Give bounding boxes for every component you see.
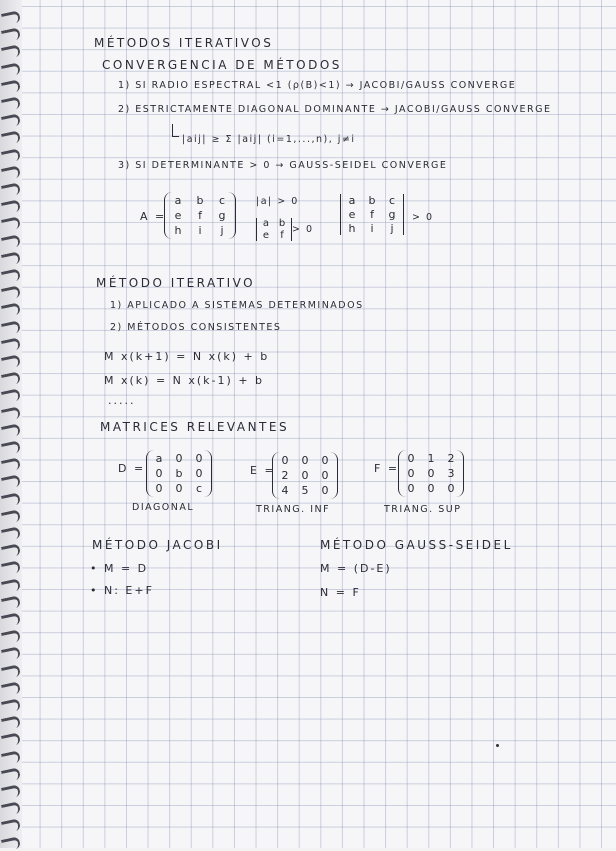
determinant-3-suffix: > 0 xyxy=(412,212,434,223)
convergence-item-2: 2) ESTRICTAMENTE DIAGONAL DOMINANTE → JACOBI/GAUSS CONVERGE xyxy=(118,104,552,115)
matrix-d xyxy=(146,450,212,497)
matrix-e-caption: TRIANG. INF xyxy=(256,504,331,515)
jacobi-n: • N: E+F xyxy=(90,584,154,597)
matrix-a-label: A = xyxy=(140,210,167,223)
spiral-ring xyxy=(1,389,21,404)
matrix-d-cell: 0 xyxy=(175,482,183,495)
spiral-ring xyxy=(1,457,21,472)
matrix-a-cell: c xyxy=(218,194,226,207)
matrix-a-cell: j xyxy=(220,224,224,237)
matrix-a-cell: a xyxy=(174,194,182,207)
spiral-ring xyxy=(1,234,21,249)
jacobi-title: MÉTODO JACOBI xyxy=(92,538,223,552)
matrix-d-cell: a xyxy=(155,452,163,465)
matrix-d-label: D = xyxy=(118,462,146,475)
matrix-f-cell: 3 xyxy=(447,467,455,480)
determinant-3-cell: f xyxy=(370,208,374,221)
matrix-e-cell: 0 xyxy=(281,454,289,467)
gauss-seidel-n: N = F xyxy=(320,586,361,599)
matrix-a-cell: h xyxy=(174,224,182,237)
spiral-ring xyxy=(1,681,21,696)
determinant-2-suffix: > 0 xyxy=(292,224,314,235)
spiral-binding xyxy=(0,0,22,848)
matrix-a-cell: b xyxy=(196,194,204,207)
convergence-item-1: 1) SI RADIO ESPECTRAL <1 (ρ(B)<1) → JACOBI/GAUSS CONVERGE xyxy=(118,80,517,91)
determinant-3-cell: c xyxy=(388,194,396,207)
diagonal-dominance-formula: |aij| ≥ Σ |aij| (i=1,...,n), j≠i xyxy=(182,134,356,145)
spiral-ring xyxy=(1,423,21,438)
determinant-3-cell: b xyxy=(368,194,376,207)
matrix-e-cell: 2 xyxy=(281,469,289,482)
spiral-ring xyxy=(1,217,21,232)
spiral-ring xyxy=(1,268,21,283)
spiral-ring xyxy=(1,492,21,507)
determinant-3-cell: g xyxy=(388,208,396,221)
spiral-ring xyxy=(1,371,21,386)
spiral-ring xyxy=(1,526,21,541)
matrix-f xyxy=(398,450,464,497)
matrix-e-cell: 4 xyxy=(281,484,289,497)
matrix-f-cell: 1 xyxy=(427,452,435,465)
determinant-3-cell: h xyxy=(348,222,356,235)
matrix-f-caption: TRIANG. SUP xyxy=(384,504,462,515)
determinant-1: |a| > 0 xyxy=(256,196,299,207)
spiral-ring xyxy=(1,131,21,146)
ink-dot xyxy=(496,744,499,747)
spiral-ring xyxy=(1,337,21,352)
spiral-ring xyxy=(1,819,21,834)
spiral-ring xyxy=(1,733,21,748)
determinant-3-cell: a xyxy=(348,194,356,207)
spiral-ring xyxy=(1,285,21,300)
spiral-ring xyxy=(1,801,21,816)
matrix-d-cell: b xyxy=(175,467,183,480)
spiral-ring xyxy=(1,595,21,610)
section-matrices-title: MATRICES RELEVANTES xyxy=(100,420,290,434)
matrix-e-label: E = xyxy=(250,464,276,477)
spiral-ring xyxy=(1,767,21,782)
matrix-d-cell: 0 xyxy=(175,452,183,465)
iterative-item-2: 2) MÉTODOS CONSISTENTES xyxy=(110,322,282,333)
matrix-d-cell: c xyxy=(195,482,203,495)
matrix-e-cell: 0 xyxy=(321,484,329,497)
matrix-e-cell: 0 xyxy=(301,454,309,467)
matrix-a-cell: e xyxy=(174,209,182,222)
matrix-a xyxy=(164,192,236,239)
spiral-ring xyxy=(1,509,21,524)
spiral-ring xyxy=(1,750,21,765)
spiral-ring xyxy=(1,10,21,25)
convergence-item-3: 3) SI DETERMINANTE > 0 → GAUSS-SEIDEL CONVERGE xyxy=(118,160,448,171)
spiral-ring xyxy=(1,406,21,421)
determinant-2 xyxy=(256,218,292,241)
spiral-ring xyxy=(1,354,21,369)
iterative-item-1: 1) APLICADO A SISTEMAS DETERMINADOS xyxy=(110,300,364,311)
matrix-d-caption: DIAGONAL xyxy=(132,502,195,513)
spiral-ring xyxy=(1,784,21,799)
matrix-f-cell: 0 xyxy=(407,467,415,480)
determinant-3 xyxy=(340,194,404,235)
determinant-2-cell: f xyxy=(280,230,284,241)
spiral-ring xyxy=(1,647,21,662)
spiral-ring xyxy=(1,251,21,266)
spiral-ring xyxy=(1,543,21,558)
spiral-ring xyxy=(1,199,21,214)
matrix-f-cell: 0 xyxy=(407,482,415,495)
spiral-ring xyxy=(1,664,21,679)
determinant-3-cell: i xyxy=(370,222,374,235)
matrix-d-cell: 0 xyxy=(195,452,203,465)
matrix-d-cell: 0 xyxy=(155,467,163,480)
matrix-f-cell: 0 xyxy=(427,482,435,495)
spiral-ring xyxy=(1,27,21,42)
matrix-e-cell: 0 xyxy=(301,469,309,482)
gauss-seidel-title: MÉTODO GAUSS-SEIDEL xyxy=(320,538,513,552)
matrix-e-cell: 0 xyxy=(321,469,329,482)
determinant-3-cell: e xyxy=(348,208,356,221)
spiral-ring xyxy=(1,698,21,713)
spiral-ring xyxy=(1,303,21,318)
determinant-2-cell: b xyxy=(278,218,286,229)
matrix-f-cell: 0 xyxy=(407,452,415,465)
matrix-a-cell: g xyxy=(218,209,226,222)
section-metodo-iterativo-title: MÉTODO ITERATIVO xyxy=(96,276,256,290)
determinant-3-cell: j xyxy=(390,222,394,235)
determinant-2-cell: e xyxy=(262,230,270,241)
spiral-ring xyxy=(1,715,21,730)
matrix-e xyxy=(272,452,338,499)
page-title: MÉTODOS ITERATIVOS xyxy=(94,36,274,50)
spiral-ring xyxy=(1,612,21,627)
gauss-seidel-m: M = (D-E) xyxy=(320,562,392,575)
matrix-f-cell: 2 xyxy=(447,452,455,465)
jacobi-m: • M = D xyxy=(90,562,149,575)
spiral-ring xyxy=(1,96,21,111)
matrix-a-cell: i xyxy=(198,224,202,237)
spiral-ring xyxy=(1,182,21,197)
spiral-ring xyxy=(1,578,21,593)
iterative-equation-ellipsis: ..... xyxy=(108,394,136,407)
matrix-d-cell: 0 xyxy=(155,482,163,495)
spiral-ring xyxy=(1,475,21,490)
spiral-ring xyxy=(1,45,21,60)
spiral-ring xyxy=(1,148,21,163)
formula-brace xyxy=(172,124,179,137)
spiral-ring xyxy=(1,79,21,94)
matrix-e-cell: 0 xyxy=(321,454,329,467)
spiral-ring xyxy=(1,62,21,77)
matrix-e-cell: 5 xyxy=(301,484,309,497)
spiral-ring xyxy=(1,440,21,455)
spiral-ring xyxy=(1,113,21,128)
iterative-equation-1: M x(k+1) = N x(k) + b xyxy=(104,350,270,363)
iterative-equation-2: M x(k) = N x(k-1) + b xyxy=(104,374,265,387)
spiral-ring xyxy=(1,561,21,576)
matrix-f-cell: 0 xyxy=(447,482,455,495)
spiral-ring xyxy=(1,165,21,180)
spiral-ring xyxy=(1,629,21,644)
matrix-a-cell: f xyxy=(198,209,202,222)
spiral-ring xyxy=(1,320,21,335)
matrix-f-label: F = xyxy=(374,462,400,475)
determinant-2-cell: a xyxy=(262,218,270,229)
matrix-d-cell: 0 xyxy=(195,467,203,480)
spiral-ring xyxy=(1,836,21,851)
matrix-f-cell: 0 xyxy=(427,467,435,480)
section-convergencia-title: CONVERGENCIA DE MÉTODOS xyxy=(102,58,342,72)
